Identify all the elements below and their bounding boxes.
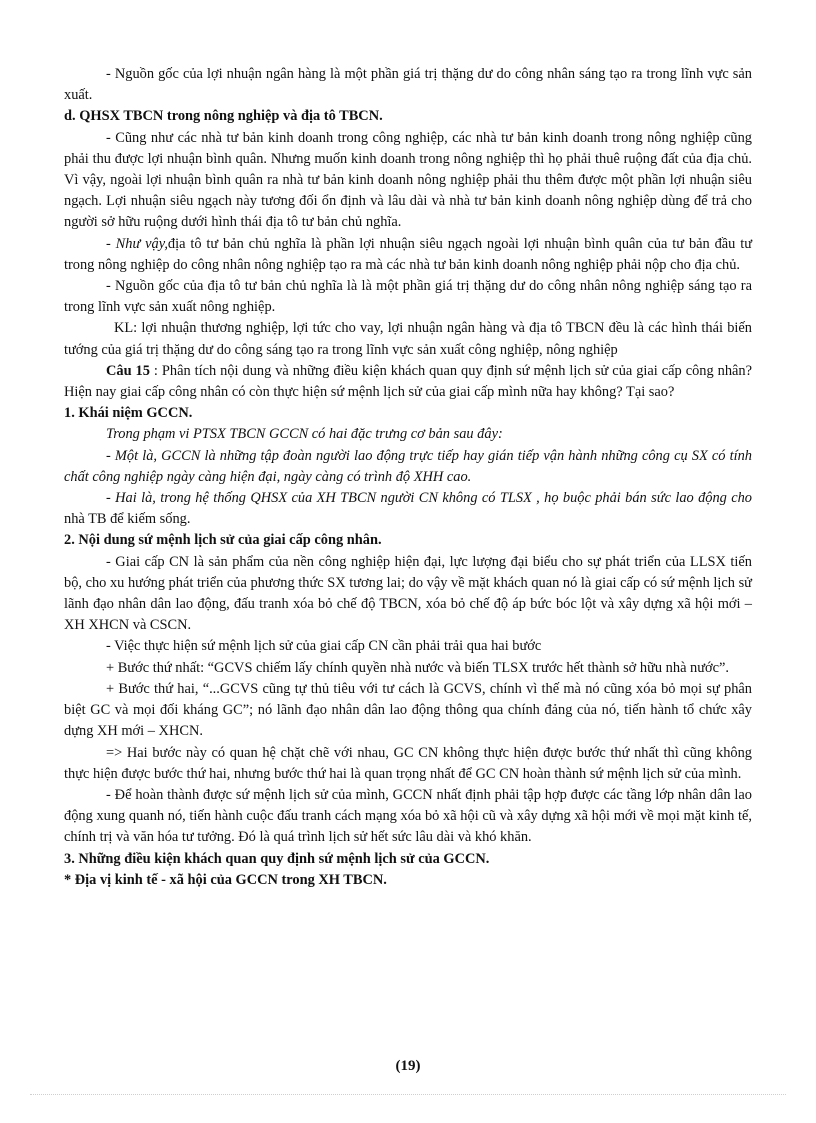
question-paragraph — [64, 361, 752, 403]
paragraph: - Giai cấp CN là sản phẩm của nền công nghiệp hiện đại, lực lượng đại biểu cho sự phát triển của LLSX tiến bộ, cho xu hướng phát triển của phương thức SX tương lai; do vậy về mặt khách quan nó là giai cấp có sứ mệnh lịch sử lãnh đạo nhân dân lao động, đấu tranh xóa bỏ chế độ TBCN, xóa bỏ chế độ áp bức bóc lột và xây dựng xã hội mới – XH XHCN và CSCN. — [64, 553, 752, 634]
section-heading: 3. Những điều kiện khách quan quy định sứ mệnh lịch sử của GCCN. — [64, 850, 490, 867]
paragraph: - Cũng như các nhà tư bản kinh doanh trong công nghiệp, các nhà tư bản kinh doanh trong nông nghiệp cũng phải thu được lợi nhuận bình quân. Nhưng muốn kinh doanh trong nông nghiệp thì họ phải thuê ruộng đất của địa chủ. Vì vậy, ngoài lợi nhuận bình quân ra nhà tư bản kinh doanh nông nghiệp phải thu thêm được một phần lợi nhuận siêu ngạch. Lợi nhuận siêu ngạch này tương đối ổn định và lâu dài và nhà tư bản kinh doanh nông nghiệp dùng để trả cho người sở hữu ruộng dưới hình thái địa tô tư bản chủ nghĩa. — [64, 129, 752, 231]
question-text: : Phân tích nội dung và những điều kiện khách quan quy định sứ mệnh lịch sử của giai cấp công nhân? Hiện nay giai cấp công nhân có còn thực hiện sứ mệnh lịch sử của giai cấp mình nữa hay không? Tại sao? — [64, 362, 752, 401]
paragraph: - Một là, GCCN là những tập đoàn người lao động trực tiếp hay gián tiếp vận hành những công cụ SX có tính chất công nghiệp ngày càng hiện đại, ngày càng có trình độ XHH cao. — [64, 447, 752, 485]
paragraph — [64, 234, 752, 276]
paragraph-text: nhà TB để kiếm sống. — [64, 511, 191, 528]
paragraph: => Hai bước này có quan hệ chặt chẽ với nhau, GC CN không thực hiện được bước thứ nhất thì cũng không thực hiện được bước thứ hai, nhưng bước thứ hai là quan trọng nhất để GC CN hoàn thành sứ mệnh lịch sử của mình. — [64, 744, 752, 782]
page-content — [64, 64, 752, 891]
paragraph-text: địa tô tư bản chủ nghĩa là phần lợi nhuận siêu ngạch ngoài lợi nhuận bình quân của tư bản đầu tư trong nông nghiệp do công nhân nông nghiệp tạo ra mà các nhà tư bản kinh doanh nông nghiệp phải nộp cho địa chủ. — [64, 235, 753, 273]
paragraph: - Nguồn gốc của lợi nhuận ngân hàng là một phần giá trị thặng dư do công nhân sáng tạo ra trong lĩnh vực sản xuất. — [64, 66, 752, 104]
paragraph: Trong phạm vi PTSX TBCN GCCN có hai đặc trưng cơ bản sau đây: — [106, 426, 503, 443]
italic-text: - Hai là, trong hệ thống QHSX của XH TBCN người CN không có TLSX , họ buộc phải bán sức lao động cho — [106, 490, 752, 507]
section-heading: d. QHSX TBCN trong nông nghiệp và địa tô TBCN. — [64, 108, 383, 125]
paragraph: - Việc thực hiện sứ mệnh lịch sử của giai cấp CN cần phải trải qua hai bước — [106, 638, 542, 655]
paragraph: + Bước thứ hai, “...GCVS cũng tự thủ tiêu với tư cách là GCVS, chính vì thế mà nó cũng xóa bỏ mọi sự phân biệt GC và mọi đối kháng GC”; nó lãnh đạo nhân dân lao động thông qua chính đảng của nó, tiến hành tổ chức xây dựng XH mới – XHCN. — [64, 680, 752, 740]
question-label: Câu 15 — [106, 362, 150, 379]
paragraph: - Nguồn gốc của địa tô tư bản chủ nghĩa là là một phần giá trị thặng dư do công nhân nông nghiệp sáng tạo ra trong lĩnh vực sản xuất nông nghiệp. — [64, 278, 752, 316]
paragraph: + Bước thứ nhất: “GCVS chiếm lấy chính quyền nhà nước và biến TLSX trước hết thành sở hữu nhà nước”. — [106, 659, 730, 676]
page-divider — [30, 1094, 786, 1095]
paragraph: - Để hoàn thành được sứ mệnh lịch sử của mình, GCCN nhất định phải tập hợp được các tầng lớp nhân dân lao động xung quanh nó, tiến hành cuộc đấu tranh cách mạng xóa bỏ xã hội cũ và xây dựng xã hội mới về mọi mặt kinh tế, chính trị và văn hóa tư tưởng. Đó là quá trình lịch sử hết sức lâu dài và khó khăn. — [64, 786, 752, 846]
paragraph — [64, 488, 752, 530]
paragraph: KL: lợi nhuận thương nghiệp, lợi tức cho vay, lợi nhuận ngân hàng và địa tô TBCN đều là các hình thái biến tướng của giá trị thặng dư do công sáng tạo ra trong lĩnh vực sản xuất công nghiệp, nông nghiệp — [64, 320, 752, 358]
subsection-heading: * Địa vị kinh tế - xã hội của GCCN trong XH TBCN. — [64, 871, 387, 888]
italic-lead: - Như vậy, — [106, 235, 168, 252]
section-heading: 1. Khái niệm GCCN. — [64, 405, 193, 422]
page-number: (19) — [395, 1058, 421, 1074]
section-heading: 2. Nội dung sứ mệnh lịch sử của giai cấp công nhân. — [64, 532, 382, 549]
